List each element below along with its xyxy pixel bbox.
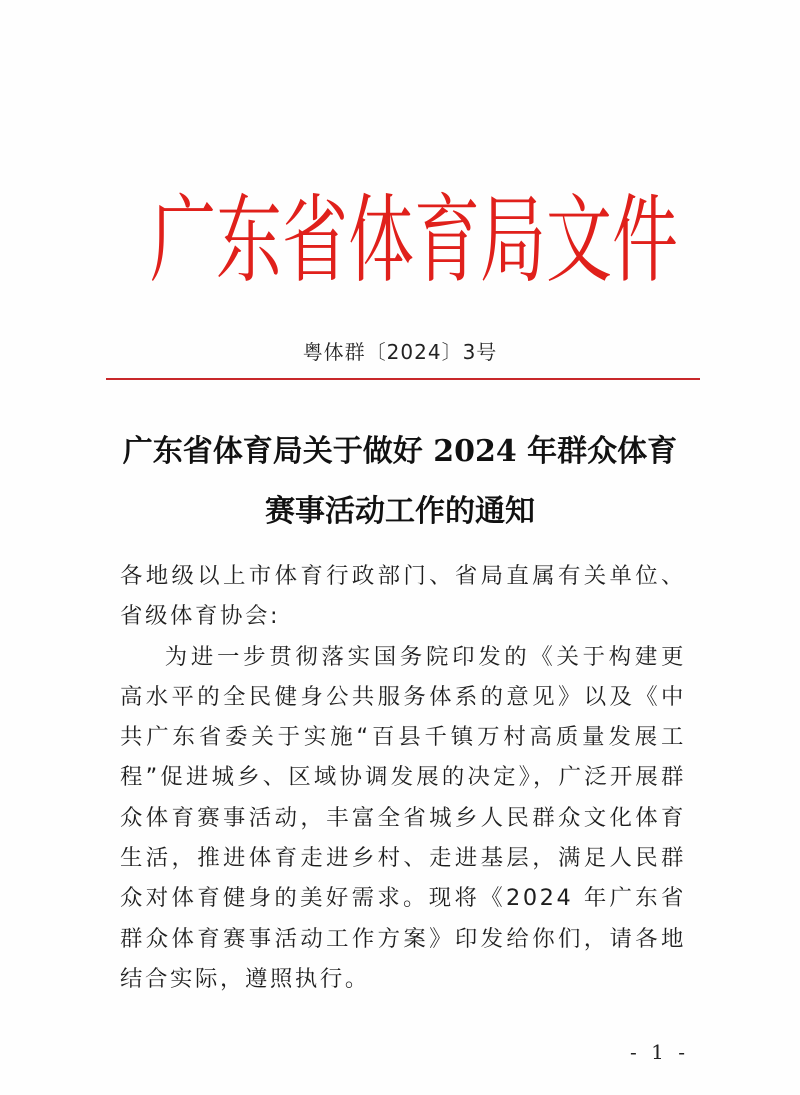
- document-number: 粤体群〔2024〕3号: [302, 340, 498, 364]
- title-line-2: 赛事活动工作的通知: [265, 494, 535, 529]
- masthead-char: 件: [612, 184, 678, 297]
- title-line-1: 广东省体育局关于做好 2024 年群众体育: [122, 434, 678, 469]
- masthead-char: 东: [216, 184, 282, 297]
- recipients-line: 各地级以上市体育行政部门、省局直属有关单位、省级体育协会:: [120, 563, 686, 630]
- masthead-char: 文: [546, 184, 612, 297]
- red-divider-line: [106, 378, 700, 380]
- masthead-char: 局: [480, 184, 546, 297]
- masthead-red-header: [150, 184, 678, 297]
- masthead-char: 育: [414, 184, 480, 297]
- body-paragraph: 为进一步贯彻落实国务院印发的《关于构建更高水平的全民健身公共服务体系的意见》以及《中共广东省委关于实施“百县千镇万村高质量发展工程”促进城乡、区域协调发展的决定》，广泛开展群众体育赛事活动，丰富全省城乡人民群众文化体育生活，推进体育走进乡村、走进基层，满足人民群众对体育健身的美好需求。现将《2024 年广东省群众体育赛事活动工作方案》印发给你们，请各地结合实际，遵照执行。: [120, 643, 686, 992]
- masthead-char: 体: [348, 184, 414, 297]
- document-body: [120, 556, 686, 999]
- masthead-char: 省: [282, 184, 348, 297]
- page-number: - 1 -: [630, 1040, 689, 1064]
- masthead-char: 广: [150, 184, 216, 297]
- document-title: [0, 422, 800, 542]
